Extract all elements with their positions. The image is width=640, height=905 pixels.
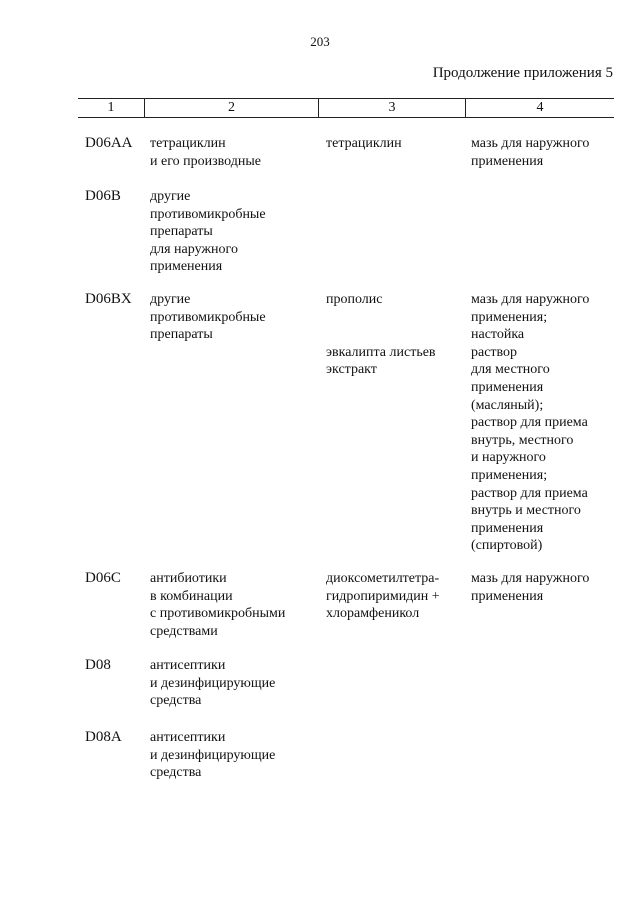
drug-line: хлорамфеникол [326, 606, 420, 622]
group-line: антибиотики [150, 571, 227, 586]
header-col-3: 3 [388, 100, 396, 115]
form-line: внутрь и местного [471, 503, 581, 519]
drug-name [326, 570, 466, 623]
atc-code: D08 [85, 657, 111, 673]
group-line: и дезинфицирующие [150, 747, 276, 763]
drug-line: прополис [326, 292, 383, 307]
continuation-label: Продолжение приложения 5 [432, 65, 613, 81]
anatomical-group [150, 188, 320, 276]
atc-code: D06AA [85, 135, 133, 151]
anatomical-group [150, 135, 320, 170]
group-line: в комбинации [150, 588, 233, 604]
form-line: раствор для приема [471, 415, 588, 431]
group-line: другие [150, 189, 191, 204]
form-line: применения [471, 520, 544, 536]
drug-name [326, 135, 466, 153]
group-line: антисептики [150, 658, 226, 673]
drug-line: эвкалипта листьев [326, 344, 436, 360]
drug-line: экстракт [326, 362, 377, 378]
dosage-forms [471, 344, 631, 555]
atc-code: D06BX [85, 291, 132, 307]
form-line: для местного [471, 362, 550, 378]
group-line: противомикробные [150, 309, 266, 325]
dosage-forms [471, 135, 631, 170]
header-col-2: 2 [228, 100, 235, 115]
form-line: внутрь, местного [471, 432, 574, 448]
anatomical-group [150, 291, 320, 344]
form-line: применения; [471, 467, 548, 483]
group-line: препараты [150, 327, 213, 343]
form-line: раствор [471, 344, 518, 360]
group-line: для наружного [150, 241, 238, 257]
drug-line: диоксометилтетра- [326, 571, 440, 586]
anatomical-group [150, 657, 320, 710]
anatomical-group [150, 729, 320, 782]
form-line: мазь для наружного [471, 571, 590, 586]
form-line: мазь для наружного [471, 292, 590, 307]
form-line: и наружного [471, 450, 546, 466]
form-line: применения [471, 379, 544, 395]
dosage-forms [471, 570, 631, 605]
group-line: тетрациклин [150, 136, 226, 151]
drug-name [326, 291, 466, 309]
form-line: (спиртовой) [471, 538, 543, 554]
form-line: применения; [471, 309, 548, 325]
form-line: применения [471, 153, 544, 169]
form-line: применения [471, 588, 544, 604]
group-line: средства [150, 693, 202, 709]
drug-line: тетрациклин [326, 136, 402, 151]
header-col-4: 4 [536, 100, 544, 115]
atc-code: D06B [85, 188, 121, 204]
header-col-1: 1 [107, 100, 115, 115]
group-line: с противомикробными [150, 606, 286, 622]
drug-name [326, 344, 466, 379]
group-line: препараты [150, 224, 213, 240]
table-header [78, 98, 614, 118]
group-line: противомикробные [150, 206, 266, 222]
page-number: 203 [310, 34, 330, 49]
group-line: антисептики [150, 730, 226, 745]
group-line: средствами [150, 623, 218, 639]
form-line: (масляный); [471, 397, 544, 413]
atc-code: D08A [85, 729, 122, 745]
group-line: и его производные [150, 153, 261, 169]
anatomical-group [150, 570, 320, 640]
group-line: средства [150, 765, 202, 781]
drug-line: гидропиримидин + [326, 588, 440, 604]
form-line: раствор для приема [471, 485, 588, 501]
group-line: применения [150, 259, 223, 275]
atc-code: D06C [85, 570, 121, 586]
form-line: настойка [471, 327, 525, 343]
form-line: мазь для наружного [471, 136, 590, 151]
dosage-forms [471, 291, 631, 344]
group-line: другие [150, 292, 191, 307]
group-line: и дезинфицирующие [150, 675, 276, 691]
